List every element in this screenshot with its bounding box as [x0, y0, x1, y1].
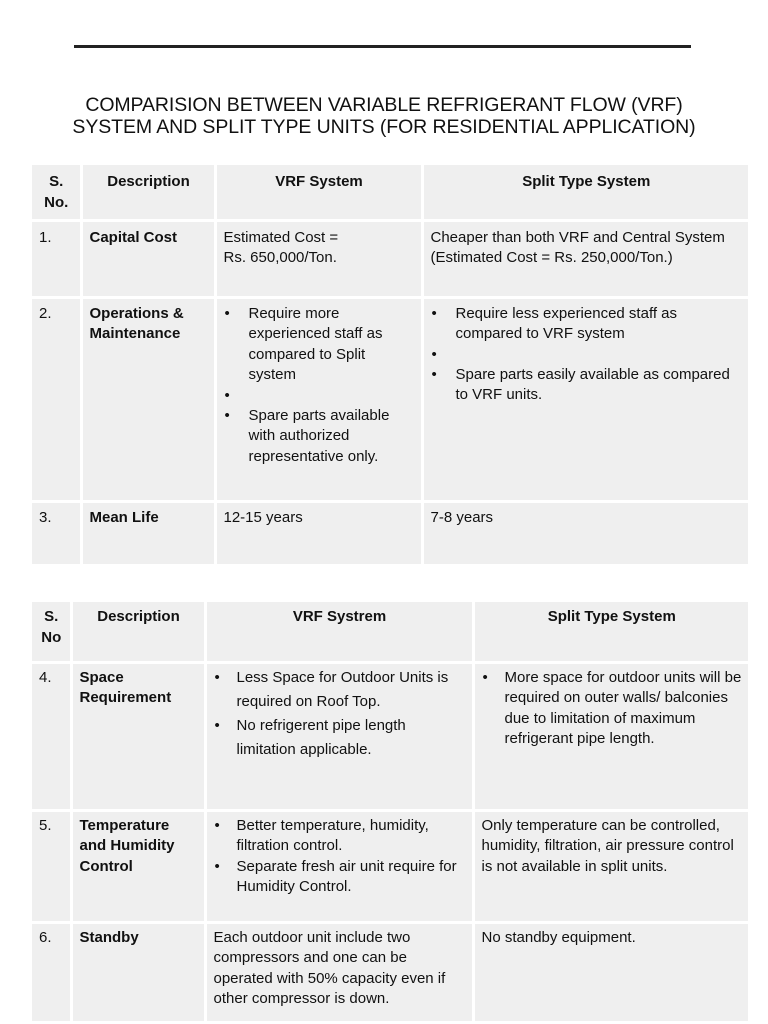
- header-vrf: VRF Systrem: [205, 602, 473, 662]
- table-row: [32, 220, 748, 297]
- row-sno: 1.: [32, 220, 81, 297]
- title-line-2: SYSTEM AND SPLIT TYPE UNITS (FOR RESIDENTIAL APPLICATION): [72, 116, 696, 138]
- header-description: Description: [81, 165, 215, 220]
- page-title: [30, 94, 738, 138]
- table-header-row: [32, 602, 748, 662]
- bullet-item: • Require more experienced staff as compared to Split system: [224, 304, 415, 386]
- row-vrf: Each outdoor unit include two compressors and one can be operated with 50% capacity even if other compressor is down.: [205, 922, 473, 1022]
- row-sno: 6.: [32, 922, 71, 1022]
- row-sno: 2.: [32, 297, 81, 501]
- cell-line: Cheaper than both VRF and Central System: [430, 228, 725, 246]
- row-sno: 5.: [32, 810, 71, 922]
- row-split: [422, 220, 748, 297]
- title-line-1: COMPARISION BETWEEN VARIABLE REFRIGERANT FLOW (VRF): [85, 94, 683, 116]
- bullet-spacer: [224, 386, 415, 406]
- row-sno: 4.: [32, 662, 71, 810]
- header-sno: S. No: [32, 602, 71, 662]
- comparison-table-2: [32, 602, 748, 1024]
- bullet-list: [214, 816, 466, 898]
- row-vrf: [205, 810, 473, 922]
- bullet-spacer: [431, 345, 743, 365]
- row-vrf: [205, 662, 473, 810]
- bullet-item: • Less Space for Outdoor Units is required on Roof Top.: [214, 666, 466, 714]
- bullet-item: • Separate fresh air unit require for Humidity Control.: [214, 857, 466, 898]
- row-split: 7-8 years: [422, 501, 748, 565]
- header-sno: S. No.: [32, 165, 81, 220]
- header-vrf: VRF System: [215, 165, 422, 220]
- header-description: Description: [71, 602, 205, 662]
- top-rule: [74, 45, 691, 48]
- bullet-item: • More space for outdoor units will be required on outer walls/ balconies due to limitation of maximum refrigerant pipe length.: [482, 668, 743, 750]
- bullet-item: • Better temperature, humidity, filtration control.: [214, 816, 466, 857]
- row-description: Operations & Maintenance: [81, 297, 215, 501]
- table-header-row: [32, 165, 748, 220]
- row-split: [422, 297, 748, 501]
- table-row: [32, 922, 748, 1022]
- table-row: [32, 662, 748, 810]
- row-vrf: [215, 220, 422, 297]
- bullet-item: • Spare parts easily available as compared to VRF units.: [431, 365, 743, 406]
- row-description: Capital Cost: [81, 220, 215, 297]
- row-description: Mean Life: [81, 501, 215, 565]
- row-description: Temperature and Humidity Control: [71, 810, 205, 922]
- bullet-item: • Spare parts available with authorized representative only.: [224, 406, 415, 468]
- cell-line: Estimated Cost =: [223, 228, 339, 246]
- cell-line: (Estimated Cost = Rs. 250,000/Ton.): [430, 249, 673, 266]
- cell-line: Rs. 650,000/Ton.: [223, 249, 337, 266]
- bullet-item: • Require less experienced staff as compared to VRF system: [431, 304, 743, 345]
- row-split: [473, 662, 748, 810]
- bullet-list: [431, 304, 743, 406]
- row-sno: 3.: [32, 501, 81, 565]
- row-vrf: 12-15 years: [215, 501, 422, 565]
- table-row: [32, 501, 748, 565]
- row-description: Space Requirement: [71, 662, 205, 810]
- bullet-list: [214, 666, 466, 762]
- row-vrf: [215, 297, 422, 501]
- header-split: Split Type System: [422, 165, 748, 220]
- bullet-item: • No refrigerent pipe length limitation applicable.: [214, 714, 466, 762]
- comparison-table-1: [32, 165, 748, 567]
- header-split: Split Type System: [473, 602, 748, 662]
- row-split: Only temperature can be controlled, humidity, filtration, air pressure control is not available in split units.: [473, 810, 748, 922]
- row-split: No standby equipment.: [473, 922, 748, 1022]
- table-row: [32, 297, 748, 501]
- bullet-list: [224, 304, 415, 468]
- table-row: [32, 810, 748, 922]
- row-description: Standby: [71, 922, 205, 1022]
- bullet-list: [482, 668, 743, 750]
